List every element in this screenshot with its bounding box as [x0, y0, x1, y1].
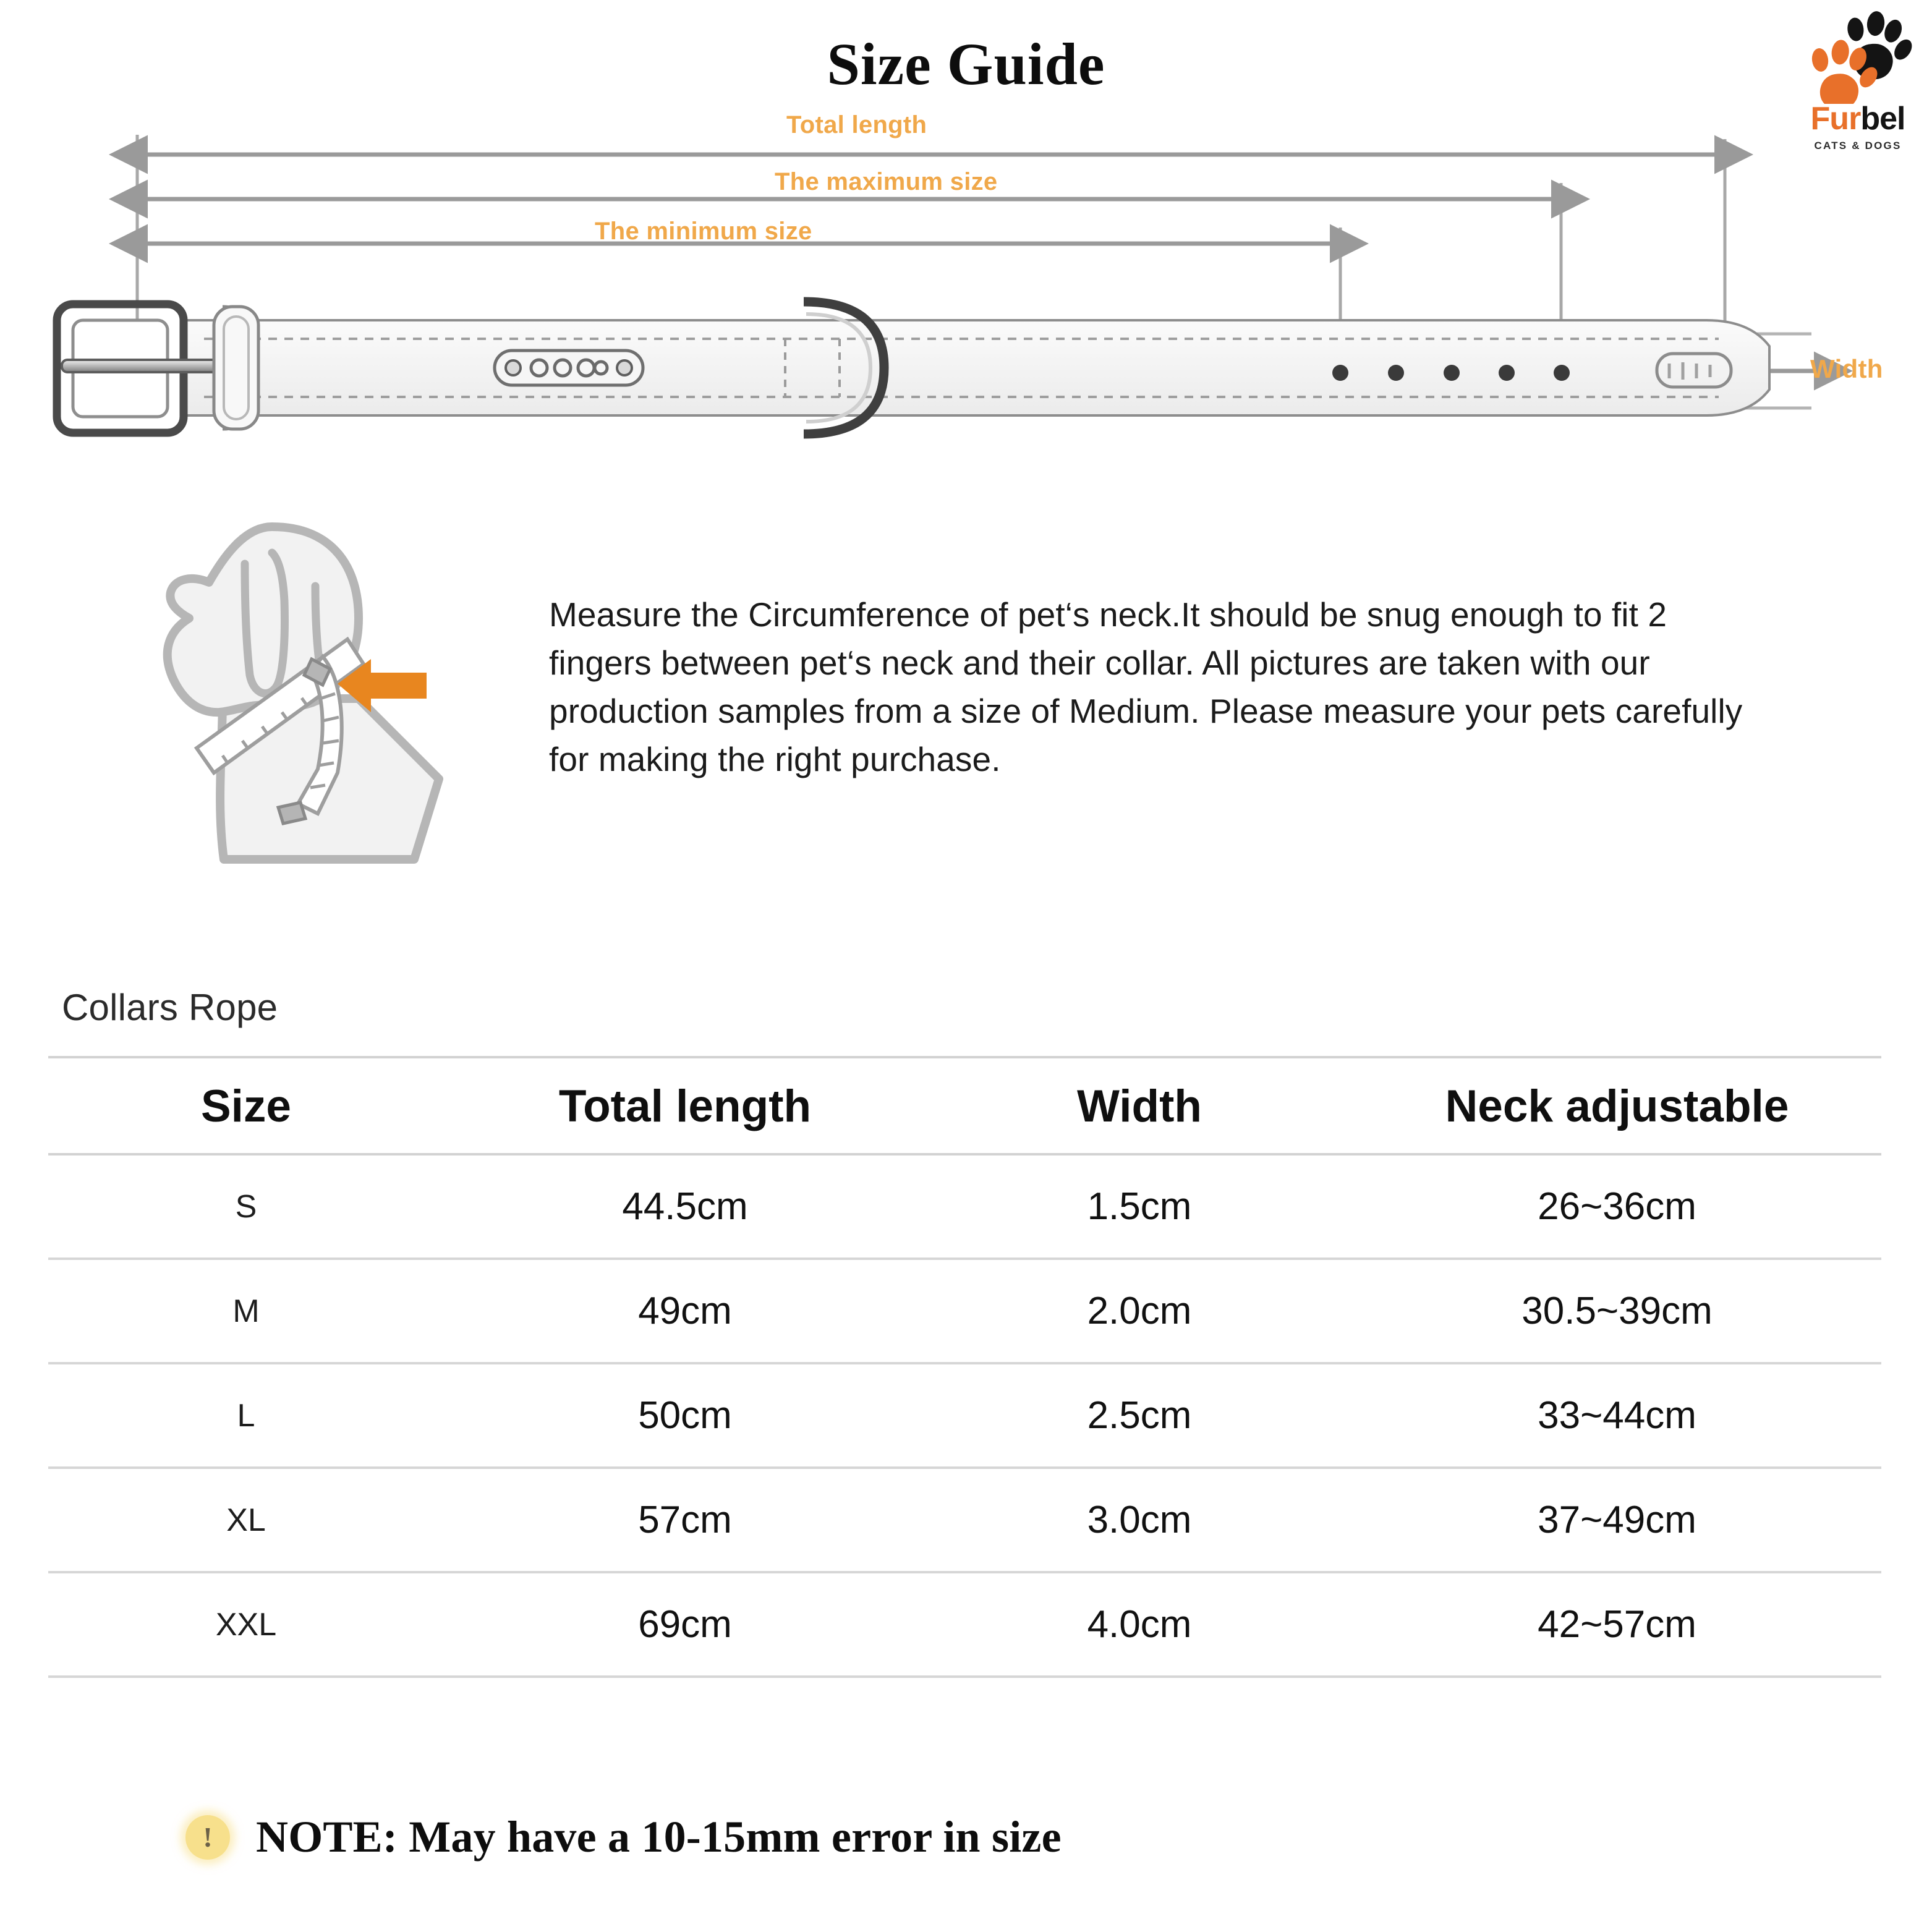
dimension-label-maximum-size: The maximum size [775, 168, 998, 195]
cell-total-length: 57cm [444, 1468, 926, 1572]
cell-width: 2.0cm [926, 1259, 1353, 1363]
column-header-neck-adjustable: Neck adjustable [1353, 1057, 1881, 1154]
dimension-label-total-length: Total length [786, 111, 927, 138]
cell-total-length: 49cm [444, 1259, 926, 1363]
column-header-total-length: Total length [444, 1057, 926, 1154]
column-header-width: Width [926, 1057, 1353, 1154]
table-header-row [48, 1057, 1881, 1154]
cell-size: M [48, 1259, 444, 1363]
cell-size: L [48, 1363, 444, 1468]
cell-size: S [48, 1154, 444, 1259]
cell-total-length: 69cm [444, 1572, 926, 1677]
note-row [185, 1811, 1062, 1863]
cell-neck-adjustable: 42~57cm [1353, 1572, 1881, 1677]
cell-width: 3.0cm [926, 1468, 1353, 1572]
size-table [48, 1056, 1881, 1678]
cell-size: XXL [48, 1572, 444, 1677]
note-text: NOTE: May have a 10-15mm error in size [256, 1812, 1062, 1862]
cell-neck-adjustable: 26~36cm [1353, 1154, 1881, 1259]
dog-collar-illustration [0, 266, 1932, 470]
brand-wordmark-bel: bel [1860, 101, 1905, 137]
cell-neck-adjustable: 37~49cm [1353, 1468, 1881, 1572]
brand-tagline: CATS & DOGS [1814, 140, 1902, 151]
table-row [48, 1259, 1881, 1363]
page-title: Size Guide [827, 31, 1105, 97]
cell-total-length: 44.5cm [444, 1154, 926, 1259]
brand-wordmark-fur: Fur [1810, 101, 1861, 137]
table-row [48, 1154, 1881, 1259]
cell-neck-adjustable: 30.5~39cm [1353, 1259, 1881, 1363]
dimension-label-width: Width [1810, 354, 1883, 383]
collar-illustration [0, 266, 1932, 470]
table-row [48, 1572, 1881, 1677]
dog-measure-svg [68, 513, 476, 884]
cell-neck-adjustable: 33~44cm [1353, 1363, 1881, 1468]
column-header-size: Size [48, 1057, 444, 1154]
table-row [48, 1468, 1881, 1572]
table-caption: Collars Rope [62, 987, 278, 1028]
cell-size: XL [48, 1468, 444, 1572]
table-row [48, 1363, 1881, 1468]
cell-width: 1.5cm [926, 1154, 1353, 1259]
cell-width: 2.5cm [926, 1363, 1353, 1468]
exclamation-mark-icon [185, 1815, 230, 1860]
dog-head-with-measuring-tape-illustration [68, 513, 476, 884]
measure-instructions-paragraph: Measure the Circumference of pet‘s neck.It should be snug enough to fit 2 fingers between pet‘s neck and their collar. All pictures are taken with our production samples from a size of Medium. Please measure your pets carefully for making the right purchase. [549, 595, 1743, 779]
cell-total-length: 50cm [444, 1363, 926, 1468]
dimension-label-minimum-size: The minimum size [595, 218, 812, 245]
exclamation-glyph: ! [203, 1821, 213, 1853]
cell-width: 4.0cm [926, 1572, 1353, 1677]
